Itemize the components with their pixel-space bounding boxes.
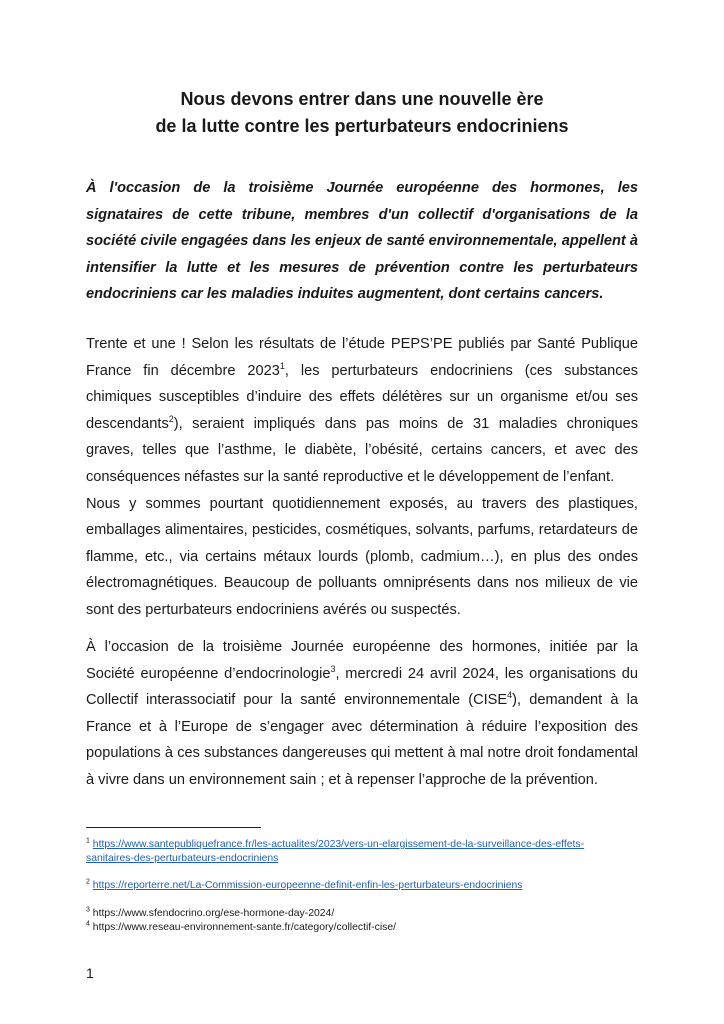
footnote-number: 3 [86, 906, 90, 914]
lead-paragraph [86, 175, 638, 308]
lead-line: endocriniens car les maladies induites augmentent, dont certains cancers. [86, 286, 604, 303]
footnote-1-link-line-2: sanitaires-des-perturbateurs-endocriniens [86, 853, 279, 864]
text-line [86, 661, 638, 688]
lead-line: À l'occasion de la troisième Journée européenne des hormones, les [86, 180, 638, 196]
text-line [86, 411, 638, 438]
title-line-1: Nous devons entrer dans une nouvelle ère [180, 89, 544, 109]
text-line: sont des perturbateurs endocriniens avérés ou suspectés. [86, 601, 461, 618]
text-fragment: ), seraient impliqués dans pas moins de 31 maladies chroniques [173, 415, 638, 432]
footnote-ref-2[interactable]: 2 [168, 413, 174, 424]
footnote-number: 2 [86, 878, 90, 886]
text-line: À l’occasion de la troisième Journée européenne des hormones, initiée par la [86, 639, 638, 655]
footnote-1-link-line-1: https://www.santepubliquefrance.fr/les-actualites/2023/vers-un-elargissement-de-la-surveillance-des-effets- [92, 839, 585, 850]
body-paragraph-1 [86, 331, 638, 624]
footnote-3-url: https://www.sfendocrino.org/ese-hormone-day-2024/ [92, 908, 335, 919]
lead-line: société civile engagées dans les enjeux de santé environnementale, appellent à [86, 233, 638, 250]
text-line: graves, telles que l’asthme, le diabète, l’obésité, certains cancers, et avec des [86, 442, 638, 459]
lead-line: intensifier la lutte et les mesures de prévention contre les perturbateurs [86, 259, 638, 276]
text-line: à vivre dans un environnement sain ; et à repenser l’approche de la prévention. [86, 771, 598, 788]
text-fragment: Collectif interassociatif pour la santé environnementale (CISE [86, 692, 508, 709]
footnote-4-url: https://www.reseau-environnement-sante.fr/category/collectif-cise/ [92, 922, 396, 933]
text-fragment: , mercredi 24 avril 2024, les organisations du [335, 665, 638, 682]
footnote-ref-4[interactable]: 4 [507, 690, 513, 701]
footnote-1-link[interactable] [86, 839, 584, 864]
text-fragment: Société européenne d’endocrinologie [86, 665, 331, 682]
text-line: Nous y sommes pourtant quotidiennement exposés, au travers des plastiques, [86, 495, 638, 512]
footnote-2-link[interactable]: https://reporterre.net/La-Commission-europeenne-definit-enfin-les-perturbateurs-endocriniens [92, 880, 523, 891]
text-line [86, 358, 638, 385]
footnote-number: 1 [86, 837, 90, 845]
lead-line: signataires de cette tribune, membres d'un collectif d'organisations de la [86, 206, 638, 223]
footnote-3 [86, 907, 646, 921]
text-line: Trente et une ! Selon les résultats de l’étude PEPS’PE publiés par Santé Publique [86, 336, 638, 352]
footnote-number: 4 [86, 920, 90, 928]
footnote-ref-3[interactable]: 3 [330, 663, 336, 674]
footnote-ref-1[interactable]: 1 [279, 360, 285, 371]
text-fragment: , les perturbateurs endocriniens (ces substances [284, 362, 638, 379]
text-line: emballages alimentaires, pesticides, cosmétiques, solvants, parfums, retardateurs de [86, 522, 638, 539]
page-title [90, 86, 634, 140]
footnote-1 [86, 838, 646, 866]
title-line-2: de la lutte contre les perturbateurs endocriniens [155, 116, 569, 136]
text-line [86, 687, 638, 714]
text-fragment: descendants [86, 415, 169, 432]
footnote-4 [86, 921, 646, 935]
text-line: France et à l’Europe de s’engager avec détermination à réduire l’exposition des [86, 718, 638, 735]
text-fragment: France fin décembre 2023 [86, 362, 280, 379]
body-paragraph-2 [86, 634, 638, 794]
text-fragment: ), demandent à la [512, 692, 638, 709]
text-line: populations à ces substances dangereuses qui mettent à mal notre droit fondamental [86, 745, 638, 762]
footnote-2 [86, 879, 646, 893]
footnote-divider [86, 827, 261, 828]
text-line: électromagnétiques. Beaucoup de polluants omniprésents dans nos milieux de vie [86, 575, 638, 592]
text-line: chimiques susceptibles d’induire des effets délétères sur un organisme et/ou ses [86, 389, 638, 406]
page-number: 1 [86, 965, 94, 981]
text-line: flamme, etc., via certains métaux lourds (plomb, cadmium…), en plus des ondes [86, 548, 638, 565]
text-line: conséquences néfastes sur la santé reproductive et le développement de l’enfant. [86, 468, 615, 485]
